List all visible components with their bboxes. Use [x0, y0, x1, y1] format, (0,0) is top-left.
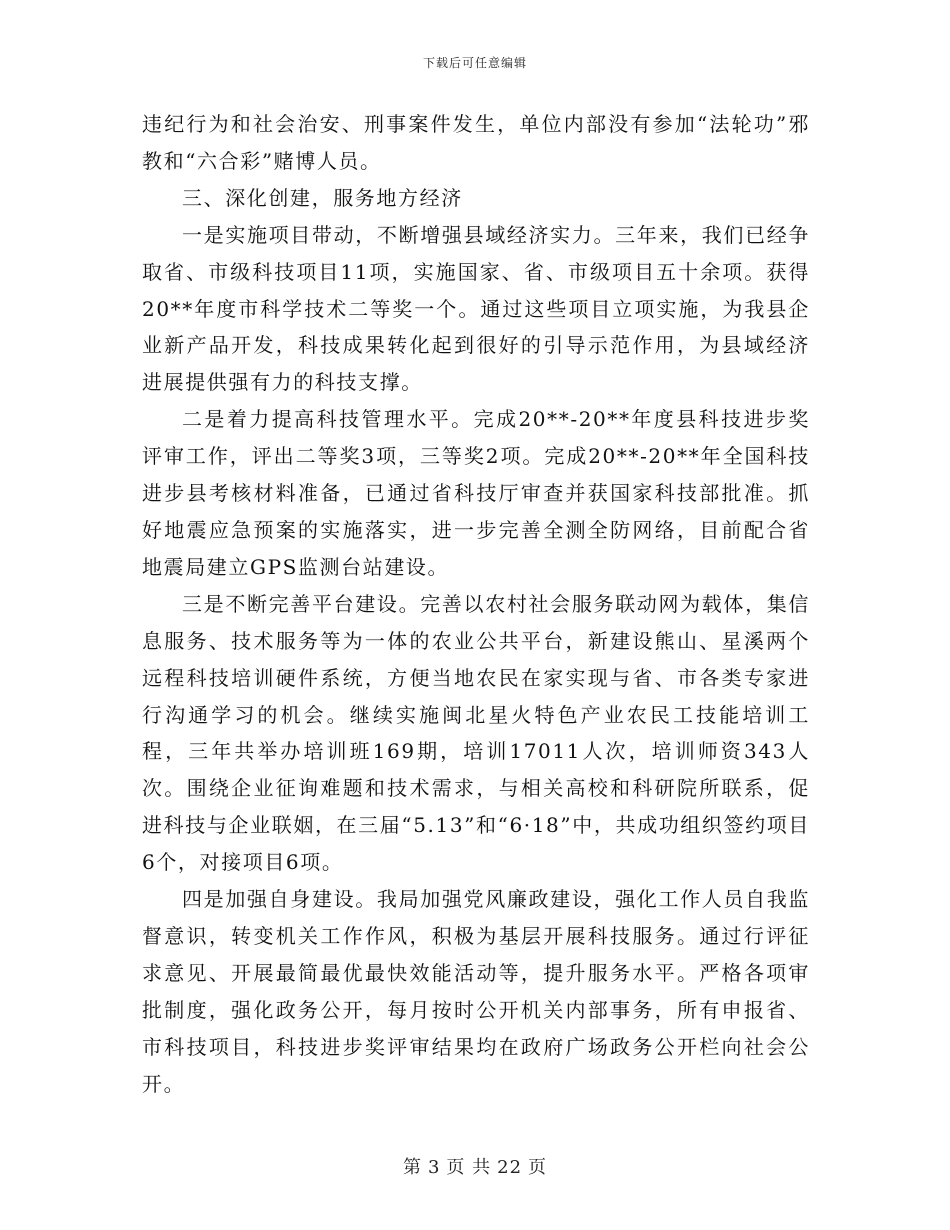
paragraph-platform: 三是不断完善平台建设。完善以农村社会服务联动网为载体，集信息服务、技术服务等为一体的农业公共平台，新建设熊山、星溪两个远程科技培训硬件系统，方便当地农民在家实现与省、市各类专家进行沟通学习的机会。继续实施闽北星火特色产业农民工技能培训工程，三年共举办培训班169期，培训17011人次，培训师资343人次。围绕企业征询难题和技术需求，与相关高校和科研院所联系，促进科技与企业联姻，在三届“5.13”和“6·18”中，共成功组织签约项目6个，对接项目6项。: [142, 591, 810, 875]
document-body: [142, 106, 810, 1102]
footer-middle: 页 共: [446, 1157, 492, 1178]
footer-suffix: 页: [528, 1157, 548, 1178]
paragraph-project: 一是实施项目带动，不断增强县域经济实力。三年来，我们已经争取省、市级科技项目11项，实施国家、省、市级项目五十余项。获得20**年度市科学技术二等奖一个。通过这些项目立项实施，为我县企业新产品开发，科技成果转化起到很好的引导示范作用，为县域经济进展提供强有力的科技支撑。: [142, 222, 810, 395]
page-header: 下载后可任意编辑: [422, 56, 527, 70]
page-number: 3: [427, 1157, 441, 1178]
page-footer: [0, 1153, 950, 1179]
paragraph-self-building: 四是加强自身建设。我局加强党风廉政建设，强化工作人员自我监督意识，转变机关工作作风，积极为基层开展科技服务。通过行评征求意见、开展最简最优最快效能活动等，提升服务水平。严格各项审批制度，强化政务公开，每月按时公开机关内部事务，所有申报省、市科技项目，科技进步奖评审结果均在政府广场政务公开栏向社会公开。: [142, 887, 810, 1096]
total-pages: 22: [497, 1157, 523, 1178]
paragraph-continuation: 违纪行为和社会治安、刑事案件发生，单位内部没有参加“法轮功”邪教和“六合彩”赌博人员。: [142, 112, 810, 173]
footer-prefix: 第: [402, 1157, 422, 1178]
paragraph-management: 二是着力提高科技管理水平。完成20**-20**年度县科技进步奖评审工作，评出二等奖3项，三等奖2项。完成20**-20**年全国科技进步县考核材料准备，已通过省科技厅审查并获国家科技部批准。抓好地震应急预案的实施落实，进一步完善全测全防网络，目前配合省地震局建立GPS监测台站建设。: [142, 407, 810, 579]
section-heading: 三、深化创建，服务地方经济: [182, 185, 463, 210]
